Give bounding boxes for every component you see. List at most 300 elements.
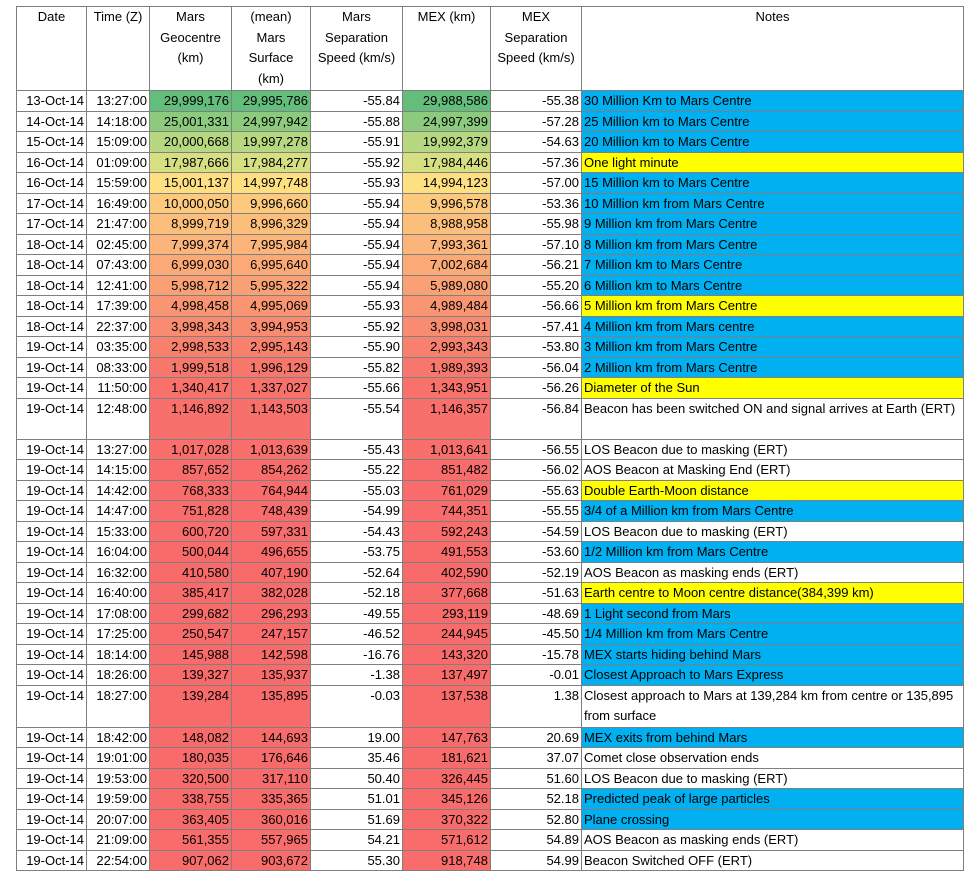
cell-mex-separation-speed: -56.55 [491, 439, 582, 460]
cell-mars-separation-speed: -54.43 [311, 521, 403, 542]
cell-mex-separation-speed: -53.36 [491, 193, 582, 214]
table-row [17, 398, 964, 439]
table-row [17, 850, 964, 871]
cell-mex-separation-speed: -55.98 [491, 214, 582, 235]
cell-mex-separation-speed: 54.99 [491, 850, 582, 871]
cell-mex: 1,013,641 [403, 439, 491, 460]
table-body [17, 91, 964, 871]
cell-mex-separation-speed: -0.01 [491, 665, 582, 686]
cell-note: Plane crossing [582, 809, 964, 830]
cell-mex-separation-speed: -57.36 [491, 152, 582, 173]
cell-mars-geocentre: 139,284 [150, 685, 232, 727]
table-row [17, 152, 964, 173]
cell-note: Closest approach to Mars at 139,284 km from centre or 135,895 from surface [582, 685, 964, 727]
cell-time: 21:09:00 [87, 830, 150, 851]
cell-mex: 402,590 [403, 562, 491, 583]
table-row [17, 193, 964, 214]
cell-date: 15-Oct-14 [17, 132, 87, 153]
cell-mars-surface: 247,157 [232, 624, 311, 645]
cell-note: Beacon has been switched ON and signal arrives at Earth (ERT) [582, 398, 964, 439]
cell-mars-geocentre: 363,405 [150, 809, 232, 830]
cell-mars-surface: 135,895 [232, 685, 311, 727]
cell-mars-separation-speed: -55.66 [311, 378, 403, 399]
header-mex-separation-speed: MEX Separation Speed (km/s) [491, 7, 582, 91]
cell-time: 19:59:00 [87, 789, 150, 810]
cell-note: 20 Million km to Mars Centre [582, 132, 964, 153]
cell-date: 17-Oct-14 [17, 214, 87, 235]
cell-mex: 9,996,578 [403, 193, 491, 214]
cell-mars-surface: 1,337,027 [232, 378, 311, 399]
cell-mex: 17,984,446 [403, 152, 491, 173]
cell-mars-geocentre: 17,987,666 [150, 152, 232, 173]
cell-mars-surface: 317,110 [232, 768, 311, 789]
cell-date: 19-Oct-14 [17, 480, 87, 501]
cell-mex-separation-speed: -56.21 [491, 255, 582, 276]
cell-mars-geocentre: 907,062 [150, 850, 232, 871]
table-row [17, 748, 964, 769]
cell-mex-separation-speed: 51.60 [491, 768, 582, 789]
cell-date: 19-Oct-14 [17, 665, 87, 686]
cell-mars-separation-speed: 51.01 [311, 789, 403, 810]
cell-mex: 181,621 [403, 748, 491, 769]
cell-date: 19-Oct-14 [17, 439, 87, 460]
cell-mars-geocentre: 250,547 [150, 624, 232, 645]
cell-mars-geocentre: 410,580 [150, 562, 232, 583]
mars-flyby-table [16, 6, 964, 871]
cell-mars-surface: 557,965 [232, 830, 311, 851]
table-row [17, 665, 964, 686]
cell-mex-separation-speed: -55.38 [491, 91, 582, 112]
cell-mars-surface: 854,262 [232, 460, 311, 481]
cell-mex: 377,668 [403, 583, 491, 604]
cell-note: 2 Million km from Mars Centre [582, 357, 964, 378]
table-row [17, 111, 964, 132]
cell-mex: 491,553 [403, 542, 491, 563]
cell-mex-separation-speed: -56.26 [491, 378, 582, 399]
table-row [17, 234, 964, 255]
cell-date: 14-Oct-14 [17, 111, 87, 132]
cell-mars-surface: 296,293 [232, 603, 311, 624]
table-row [17, 91, 964, 112]
cell-mex: 143,320 [403, 644, 491, 665]
cell-mars-surface: 3,994,953 [232, 316, 311, 337]
cell-date: 18-Oct-14 [17, 275, 87, 296]
cell-note: MEX starts hiding behind Mars [582, 644, 964, 665]
cell-mex-separation-speed: -57.41 [491, 316, 582, 337]
cell-date: 19-Oct-14 [17, 583, 87, 604]
cell-mars-separation-speed: -46.52 [311, 624, 403, 645]
cell-mex-separation-speed: -52.19 [491, 562, 582, 583]
cell-note: 30 Million Km to Mars Centre [582, 91, 964, 112]
cell-mex: 4,989,484 [403, 296, 491, 317]
cell-mex: 29,988,586 [403, 91, 491, 112]
cell-mars-surface: 4,995,069 [232, 296, 311, 317]
cell-note: 1 Light second from Mars [582, 603, 964, 624]
cell-mars-separation-speed: -55.94 [311, 193, 403, 214]
cell-mars-separation-speed: -55.94 [311, 275, 403, 296]
cell-mars-surface: 29,995,786 [232, 91, 311, 112]
cell-mars-separation-speed: -55.92 [311, 316, 403, 337]
header-mars-geocentre: Mars Geocentre (km) [150, 7, 232, 91]
cell-mars-separation-speed: -49.55 [311, 603, 403, 624]
cell-mex: 19,992,379 [403, 132, 491, 153]
cell-mars-geocentre: 180,035 [150, 748, 232, 769]
cell-mex-separation-speed: -56.04 [491, 357, 582, 378]
cell-date: 13-Oct-14 [17, 91, 87, 112]
cell-note: LOS Beacon due to masking (ERT) [582, 768, 964, 789]
cell-date: 19-Oct-14 [17, 378, 87, 399]
cell-mars-separation-speed: -55.03 [311, 480, 403, 501]
table-row [17, 460, 964, 481]
cell-time: 07:43:00 [87, 255, 150, 276]
cell-date: 19-Oct-14 [17, 562, 87, 583]
cell-mars-geocentre: 1,999,518 [150, 357, 232, 378]
table-row [17, 357, 964, 378]
cell-note: One light minute [582, 152, 964, 173]
cell-time: 15:33:00 [87, 521, 150, 542]
cell-mex-separation-speed: -57.10 [491, 234, 582, 255]
cell-mars-geocentre: 148,082 [150, 727, 232, 748]
cell-mars-separation-speed: -55.94 [311, 255, 403, 276]
table-row [17, 255, 964, 276]
cell-mex: 918,748 [403, 850, 491, 871]
cell-mex-separation-speed: 20.69 [491, 727, 582, 748]
cell-mars-geocentre: 500,044 [150, 542, 232, 563]
cell-mars-geocentre: 25,001,331 [150, 111, 232, 132]
cell-mars-separation-speed: -1.38 [311, 665, 403, 686]
cell-mars-separation-speed: 19.00 [311, 727, 403, 748]
cell-mex-separation-speed: -56.84 [491, 398, 582, 439]
cell-mex: 3,998,031 [403, 316, 491, 337]
cell-mars-geocentre: 1,146,892 [150, 398, 232, 439]
cell-mars-surface: 748,439 [232, 501, 311, 522]
cell-note: 8 Million km from Mars Centre [582, 234, 964, 255]
cell-mars-geocentre: 768,333 [150, 480, 232, 501]
header-row [17, 7, 964, 91]
cell-date: 17-Oct-14 [17, 193, 87, 214]
cell-note: AOS Beacon at Masking End (ERT) [582, 460, 964, 481]
cell-mars-surface: 8,996,329 [232, 214, 311, 235]
cell-time: 02:45:00 [87, 234, 150, 255]
cell-mex-separation-speed: -57.28 [491, 111, 582, 132]
cell-mex-separation-speed: -54.59 [491, 521, 582, 542]
cell-mars-surface: 9,996,660 [232, 193, 311, 214]
cell-mars-geocentre: 1,017,028 [150, 439, 232, 460]
cell-mars-surface: 2,995,143 [232, 337, 311, 358]
cell-mars-surface: 335,365 [232, 789, 311, 810]
table-row [17, 727, 964, 748]
cell-mars-separation-speed: -55.92 [311, 152, 403, 173]
cell-time: 16:49:00 [87, 193, 150, 214]
cell-note: LOS Beacon due to masking (ERT) [582, 439, 964, 460]
cell-mex: 744,351 [403, 501, 491, 522]
cell-note: Diameter of the Sun [582, 378, 964, 399]
cell-mars-surface: 176,646 [232, 748, 311, 769]
cell-note: 1/4 Million km from Mars Centre [582, 624, 964, 645]
cell-date: 18-Oct-14 [17, 316, 87, 337]
cell-mars-separation-speed: -0.03 [311, 685, 403, 727]
cell-note: 10 Million km from Mars Centre [582, 193, 964, 214]
cell-mars-geocentre: 857,652 [150, 460, 232, 481]
cell-time: 15:59:00 [87, 173, 150, 194]
cell-note: Beacon Switched OFF (ERT) [582, 850, 964, 871]
header-mars-separation-speed: Mars Separation Speed (km/s) [311, 7, 403, 91]
cell-time: 20:07:00 [87, 809, 150, 830]
cell-time: 17:25:00 [87, 624, 150, 645]
cell-time: 13:27:00 [87, 91, 150, 112]
cell-mex: 137,497 [403, 665, 491, 686]
cell-mars-separation-speed: -53.75 [311, 542, 403, 563]
cell-time: 03:35:00 [87, 337, 150, 358]
table-row [17, 603, 964, 624]
cell-mars-separation-speed: -52.64 [311, 562, 403, 583]
table-row [17, 644, 964, 665]
cell-mex-separation-speed: -53.60 [491, 542, 582, 563]
table-row [17, 378, 964, 399]
cell-mex-separation-speed: 52.18 [491, 789, 582, 810]
cell-mex-separation-speed: -55.63 [491, 480, 582, 501]
cell-mars-geocentre: 145,988 [150, 644, 232, 665]
cell-mex: 7,002,684 [403, 255, 491, 276]
cell-note: 3 Million km from Mars Centre [582, 337, 964, 358]
cell-mars-geocentre: 1,340,417 [150, 378, 232, 399]
cell-mars-geocentre: 751,828 [150, 501, 232, 522]
cell-mex: 326,445 [403, 768, 491, 789]
cell-mex-separation-speed: -15.78 [491, 644, 582, 665]
cell-mars-separation-speed: -55.91 [311, 132, 403, 153]
header-notes: Notes [582, 7, 964, 91]
cell-mars-separation-speed: 54.21 [311, 830, 403, 851]
cell-mars-separation-speed: 55.30 [311, 850, 403, 871]
cell-mars-separation-speed: 35.46 [311, 748, 403, 769]
cell-mex-separation-speed: -56.66 [491, 296, 582, 317]
table-row [17, 275, 964, 296]
cell-mars-surface: 382,028 [232, 583, 311, 604]
cell-mex-separation-speed: -51.63 [491, 583, 582, 604]
cell-time: 18:42:00 [87, 727, 150, 748]
cell-time: 22:54:00 [87, 850, 150, 871]
cell-time: 16:40:00 [87, 583, 150, 604]
table-row [17, 830, 964, 851]
cell-date: 19-Oct-14 [17, 501, 87, 522]
cell-mars-separation-speed: 50.40 [311, 768, 403, 789]
cell-time: 14:18:00 [87, 111, 150, 132]
cell-time: 14:15:00 [87, 460, 150, 481]
cell-mars-geocentre: 299,682 [150, 603, 232, 624]
cell-mex: 370,322 [403, 809, 491, 830]
cell-mars-surface: 135,937 [232, 665, 311, 686]
cell-mex-separation-speed: -45.50 [491, 624, 582, 645]
cell-mex-separation-speed: 52.80 [491, 809, 582, 830]
cell-mex: 1,343,951 [403, 378, 491, 399]
cell-mars-surface: 144,693 [232, 727, 311, 748]
cell-date: 19-Oct-14 [17, 357, 87, 378]
cell-mars-separation-speed: -55.94 [311, 214, 403, 235]
cell-note: Double Earth-Moon distance [582, 480, 964, 501]
cell-date: 19-Oct-14 [17, 603, 87, 624]
cell-note: LOS Beacon due to masking (ERT) [582, 521, 964, 542]
cell-mars-separation-speed: -52.18 [311, 583, 403, 604]
cell-mars-surface: 19,997,278 [232, 132, 311, 153]
cell-mars-surface: 7,995,984 [232, 234, 311, 255]
cell-mex: 147,763 [403, 727, 491, 748]
cell-note: 15 Million km to Mars Centre [582, 173, 964, 194]
cell-date: 18-Oct-14 [17, 255, 87, 276]
cell-date: 19-Oct-14 [17, 768, 87, 789]
table-row [17, 562, 964, 583]
cell-mars-geocentre: 7,999,374 [150, 234, 232, 255]
cell-note: MEX exits from behind Mars [582, 727, 964, 748]
cell-time: 16:04:00 [87, 542, 150, 563]
cell-time: 14:47:00 [87, 501, 150, 522]
cell-date: 18-Oct-14 [17, 296, 87, 317]
table-row [17, 214, 964, 235]
cell-note: 9 Million km from Mars Centre [582, 214, 964, 235]
table-row [17, 685, 964, 727]
cell-time: 11:50:00 [87, 378, 150, 399]
cell-time: 15:09:00 [87, 132, 150, 153]
cell-mex-separation-speed: -56.02 [491, 460, 582, 481]
cell-time: 21:47:00 [87, 214, 150, 235]
cell-mex: 24,997,399 [403, 111, 491, 132]
cell-time: 19:01:00 [87, 748, 150, 769]
cell-note: 1/2 Million km from Mars Centre [582, 542, 964, 563]
cell-mars-surface: 903,672 [232, 850, 311, 871]
header-mex: MEX (km) [403, 7, 491, 91]
table-row [17, 789, 964, 810]
cell-date: 19-Oct-14 [17, 727, 87, 748]
cell-mex: 137,538 [403, 685, 491, 727]
cell-mex: 592,243 [403, 521, 491, 542]
cell-date: 19-Oct-14 [17, 809, 87, 830]
cell-mars-geocentre: 338,755 [150, 789, 232, 810]
table-row [17, 337, 964, 358]
cell-mars-surface: 6,995,640 [232, 255, 311, 276]
cell-mex: 345,126 [403, 789, 491, 810]
cell-note: 25 Million km to Mars Centre [582, 111, 964, 132]
cell-mex-separation-speed: -48.69 [491, 603, 582, 624]
cell-time: 17:08:00 [87, 603, 150, 624]
table-row [17, 501, 964, 522]
cell-mars-surface: 360,016 [232, 809, 311, 830]
cell-mars-geocentre: 29,999,176 [150, 91, 232, 112]
cell-mex-separation-speed: 37.07 [491, 748, 582, 769]
cell-mars-separation-speed: -55.94 [311, 234, 403, 255]
cell-mex-separation-speed: -55.55 [491, 501, 582, 522]
cell-time: 13:27:00 [87, 439, 150, 460]
table-row [17, 173, 964, 194]
table-row [17, 132, 964, 153]
cell-mars-surface: 1,143,503 [232, 398, 311, 439]
cell-mars-surface: 597,331 [232, 521, 311, 542]
cell-mars-geocentre: 20,000,668 [150, 132, 232, 153]
cell-mars-geocentre: 320,500 [150, 768, 232, 789]
cell-mars-surface: 407,190 [232, 562, 311, 583]
cell-mex: 1,989,393 [403, 357, 491, 378]
cell-mars-geocentre: 139,327 [150, 665, 232, 686]
cell-mex-separation-speed: -57.00 [491, 173, 582, 194]
cell-mex: 851,482 [403, 460, 491, 481]
cell-time: 22:37:00 [87, 316, 150, 337]
cell-mex: 571,612 [403, 830, 491, 851]
cell-mars-geocentre: 6,999,030 [150, 255, 232, 276]
cell-mars-separation-speed: -54.99 [311, 501, 403, 522]
cell-mars-geocentre: 3,998,343 [150, 316, 232, 337]
cell-mex-separation-speed: -55.20 [491, 275, 582, 296]
cell-mex: 14,994,123 [403, 173, 491, 194]
cell-time: 19:53:00 [87, 768, 150, 789]
table-row [17, 809, 964, 830]
cell-mex: 7,993,361 [403, 234, 491, 255]
cell-note: 6 Million km to Mars Centre [582, 275, 964, 296]
cell-date: 18-Oct-14 [17, 234, 87, 255]
cell-note: AOS Beacon as masking ends (ERT) [582, 830, 964, 851]
cell-mars-surface: 1,013,639 [232, 439, 311, 460]
cell-mars-separation-speed: -55.93 [311, 173, 403, 194]
cell-mars-separation-speed: -55.43 [311, 439, 403, 460]
cell-date: 16-Oct-14 [17, 173, 87, 194]
cell-note: 4 Million km from Mars centre [582, 316, 964, 337]
table-row [17, 624, 964, 645]
cell-mex-separation-speed: 54.89 [491, 830, 582, 851]
cell-date: 19-Oct-14 [17, 460, 87, 481]
cell-mars-surface: 14,997,748 [232, 173, 311, 194]
cell-mex-separation-speed: 1.38 [491, 685, 582, 727]
cell-mars-geocentre: 4,998,458 [150, 296, 232, 317]
cell-mars-surface: 24,997,942 [232, 111, 311, 132]
cell-time: 12:48:00 [87, 398, 150, 439]
cell-mars-surface: 5,995,322 [232, 275, 311, 296]
cell-mars-geocentre: 15,001,137 [150, 173, 232, 194]
table-row [17, 768, 964, 789]
cell-mex: 1,146,357 [403, 398, 491, 439]
cell-mex: 244,945 [403, 624, 491, 645]
header-date: Date [17, 7, 87, 91]
cell-date: 16-Oct-14 [17, 152, 87, 173]
cell-mars-separation-speed: -55.82 [311, 357, 403, 378]
cell-date: 19-Oct-14 [17, 850, 87, 871]
cell-time: 01:09:00 [87, 152, 150, 173]
table-row [17, 296, 964, 317]
cell-mars-geocentre: 5,998,712 [150, 275, 232, 296]
cell-time: 18:27:00 [87, 685, 150, 727]
cell-date: 19-Oct-14 [17, 542, 87, 563]
cell-mars-surface: 142,598 [232, 644, 311, 665]
cell-time: 08:33:00 [87, 357, 150, 378]
cell-note: Closest Approach to Mars Express [582, 665, 964, 686]
cell-note: 5 Million km from Mars Centre [582, 296, 964, 317]
cell-time: 16:32:00 [87, 562, 150, 583]
cell-mex: 2,993,343 [403, 337, 491, 358]
cell-mars-separation-speed: -55.54 [311, 398, 403, 439]
table-row [17, 542, 964, 563]
cell-date: 19-Oct-14 [17, 685, 87, 727]
table-row [17, 521, 964, 542]
cell-date: 19-Oct-14 [17, 644, 87, 665]
table-row [17, 316, 964, 337]
cell-date: 19-Oct-14 [17, 398, 87, 439]
cell-mars-geocentre: 10,000,050 [150, 193, 232, 214]
cell-time: 14:42:00 [87, 480, 150, 501]
cell-time: 18:26:00 [87, 665, 150, 686]
cell-date: 19-Oct-14 [17, 337, 87, 358]
cell-date: 19-Oct-14 [17, 624, 87, 645]
cell-mars-geocentre: 600,720 [150, 521, 232, 542]
cell-time: 12:41:00 [87, 275, 150, 296]
cell-note: 7 Million km to Mars Centre [582, 255, 964, 276]
cell-mars-geocentre: 8,999,719 [150, 214, 232, 235]
cell-date: 19-Oct-14 [17, 789, 87, 810]
